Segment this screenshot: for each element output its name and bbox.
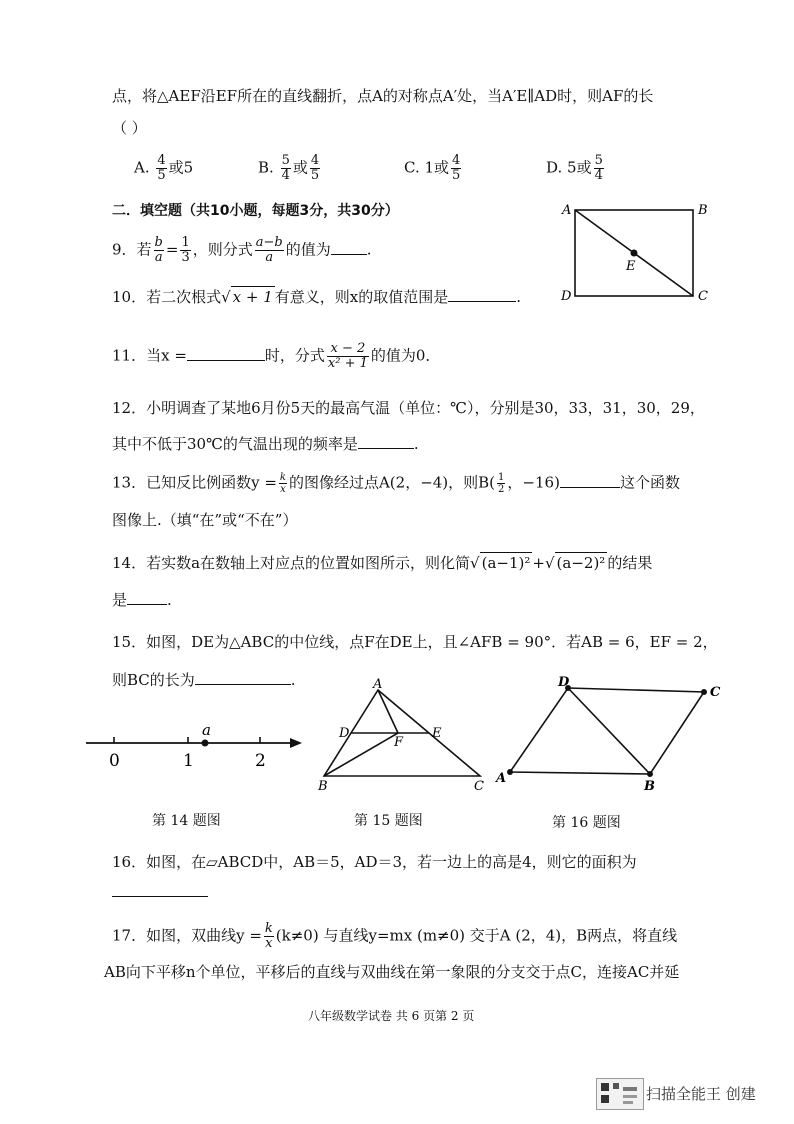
q8-option-b: B. $\frac{5}{4}$ 或 $\frac{4}{5}$ (258, 153, 320, 183)
q16-line2 (112, 882, 208, 902)
q12-line1: 12．小明调查了某地6月份5天的最高气温（单位：℃），分别是30，33，31，30，29， (112, 399, 705, 417)
qr-icon (597, 1079, 643, 1109)
label-e: E (432, 726, 442, 741)
q17-line1: 17．如图，双曲线y = $\frac{k}{x}$ (k≠0) 与直线y=mx (m≠0) 交于A (2，4)，B两点，将直线 (112, 921, 678, 951)
q8-option-d: D. 5或 $\frac{5}{4}$ (546, 153, 603, 183)
arrow-right-icon (290, 738, 302, 748)
q14-line2: 是 . (112, 591, 172, 609)
watermark-text: 扫描全能王 创建 (646, 1085, 756, 1103)
q11: 11．当x = 时，分式 $\frac{x - 2}{\text{x² + 1}}$ 的值为0． (112, 341, 441, 371)
answer-blank (195, 670, 291, 685)
answer-blank (448, 287, 516, 302)
q17-line2: AB向下平移n个单位，平移后的直线与双曲线在第一象限的分支交于点C，连接AC并延 (104, 963, 680, 981)
q14-line1: 14．若实数a在数轴上对应点的位置如图所示，则化简√ (a−1)² +√ (a−2)² 的结果 (112, 554, 653, 572)
answer-blank (187, 346, 265, 361)
parallelogram-abcd (510, 688, 704, 774)
tick-label-0: 0 (109, 751, 120, 771)
point-b (647, 771, 653, 777)
q15-line2: 则BC的长为 . (112, 671, 296, 689)
caption-fig-14: 第 14 题图 (152, 813, 221, 829)
label-a: A (373, 677, 383, 692)
q12-line2: 其中不低于30℃的气温出现的频率是 . (112, 435, 419, 453)
q8-option-c: C. 1或 $\frac{4}{5}$ (404, 153, 461, 183)
label-f: F (394, 735, 404, 750)
fraction: $\frac{5}{4}$ (594, 153, 603, 183)
fraction: $\frac{5}{4}$ (281, 153, 290, 183)
segment-af (378, 690, 398, 733)
label-c: C (474, 779, 484, 794)
section-heading: 二．填空题（共10小题，每题3分，共30分） (112, 203, 399, 219)
point-e (631, 250, 638, 257)
label-e: E (626, 259, 636, 274)
q8-line1: 点，将△AEF沿EF所在的直线翻折，点A的对称点A′处，当A′E∥AD时，则AF的长 (112, 87, 654, 105)
rectangle-figure (556, 198, 726, 306)
q10: 10．若二次根式√ x + 1 有意义，则x的取值范围是 . (112, 288, 522, 306)
label-b: B (644, 779, 655, 794)
q13-line2: 图像上.（填“在”或“不在”） (112, 511, 298, 529)
q13-line1: 13．已知反比例函数y = $\frac{k}{x}$ 的图像经过点A(2，−4)，则B( $\frac{1}{2}$ ，−16) 这个函数 (112, 472, 680, 495)
answer-blank (560, 473, 620, 488)
segment-bf (324, 733, 398, 776)
diagonal-bd (568, 688, 650, 774)
tick-label-1: 1 (183, 751, 194, 771)
answer-blank (331, 240, 367, 255)
q9: 9．若 $\frac{b}{a}$ = $\frac{1}{3}$ ，则分式 $\frac{a-b}{a}$ 的值为 . (112, 235, 372, 265)
answer-blank (127, 590, 167, 605)
label-d: D (339, 726, 350, 741)
fraction: $\frac{4}{5}$ (157, 153, 166, 183)
fraction: $\frac{4}{5}$ (310, 153, 320, 183)
fraction: $\frac{4}{5}$ (452, 153, 461, 183)
label-a: A (496, 771, 507, 786)
label-c: C (710, 685, 721, 700)
label-c: C (698, 289, 708, 304)
page-footer: 八年级数学试卷 共 6 页第 2 页 (308, 1009, 475, 1023)
tick-label-2: 2 (255, 751, 266, 771)
label-a: a (202, 721, 211, 739)
triangle-figure (312, 676, 494, 796)
caption-fig-15: 第 15 题图 (354, 813, 423, 829)
label-a: A (562, 203, 572, 218)
q16-line1: 16．如图，在▱ABCD中，AB＝5，AD＝3，若一边上的高是4，则它的面积为 (112, 853, 637, 871)
caption-fig-16: 第 16 题图 (552, 815, 621, 831)
label-b: B (698, 203, 708, 218)
label-d: D (561, 289, 572, 304)
answer-blank (358, 434, 414, 449)
point-c (701, 689, 707, 695)
scanner-logo (596, 1078, 644, 1110)
label-d: D (558, 675, 570, 690)
point-a (507, 769, 513, 775)
q15-line1: 15．如图，DE为△ABC的中位线，点F在DE上，且∠AFB = 90°．若AB = 6，EF = 2， (112, 633, 718, 651)
number-line-figure (84, 718, 306, 774)
label-b: B (318, 779, 328, 794)
point-a (202, 740, 209, 747)
q8-paren: （ ） (112, 119, 147, 137)
q8-option-a: A. $\frac{4}{5}$ 或5 (134, 153, 194, 183)
answer-blank (112, 882, 208, 897)
parallelogram-figure (494, 672, 730, 796)
